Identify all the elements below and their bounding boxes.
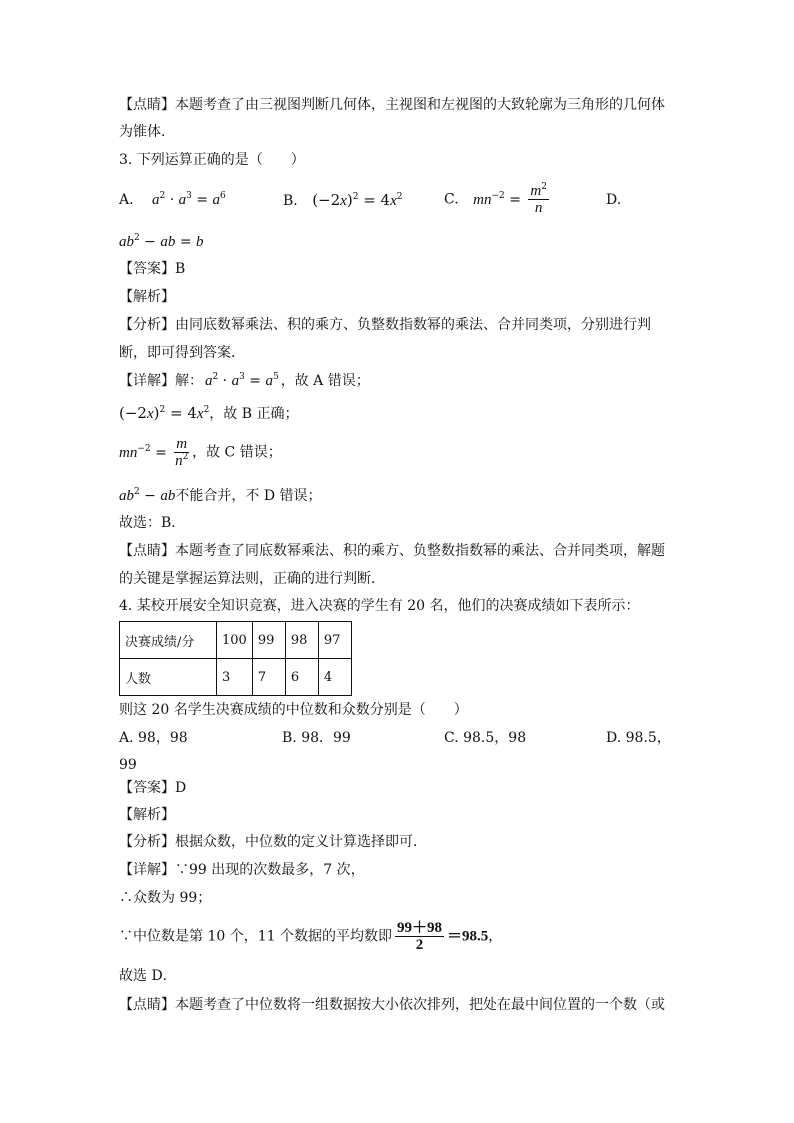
q4-option-b: B. 98．99	[282, 730, 351, 746]
table-cell: 99	[252, 622, 285, 659]
table-cell: 3	[217, 659, 253, 696]
q4-option-d: D. 98.5，	[606, 730, 671, 746]
q3-option-a: A. $a^2 \cdot a^3 = a^6$	[119, 191, 226, 208]
q4-dianjing-line1: 【点睛】本题考查了中位数将一组数据按大小依次排列，把处在最中间位置的一个数（或	[119, 997, 665, 1013]
q3-option-a-formula: $a^2 \cdot a^3 = a^6$	[152, 191, 226, 208]
q3-fenxi-line1: 【分析】由同底数幂乘法、积的乘方、负整数指数幂的乘法、合并同类项，分别进行判	[119, 317, 651, 333]
q4-option-a: A. 98，98	[119, 730, 188, 746]
table-cell: 决赛成绩/分	[120, 622, 217, 659]
q2-dianjing-line2: 为锥体．	[119, 124, 175, 140]
table-cell: 人数	[120, 659, 217, 696]
table-cell: 4	[318, 659, 351, 696]
q4-answer: 【答案】D	[119, 780, 187, 796]
q3-option-b-formula: $(-2x)^2 = 4x^2$	[312, 191, 403, 209]
q4-option-c: C. 98.5，98	[444, 730, 527, 746]
q4-question: 则这 20 名学生决赛成绩的中位数和众数分别是（ ）	[119, 702, 468, 718]
q3-xiangjie-step3: $mn^{-2}$ = $\frac{m}{n^2}$ ，故 C 错误；	[119, 436, 282, 469]
step2-formula: $(-2x)^2 = 4x^2$	[119, 404, 210, 422]
median-fraction: $\frac{99+98}{2}$	[396, 920, 442, 953]
table-row	[120, 622, 352, 659]
q4-stem: 4. 某校开展安全知识竞赛，进入决赛的学生有 20 名，他们的决赛成绩如下表所示：	[119, 598, 640, 614]
q3-option-c: C. $mn^{-2}$ = $\frac{m^2}{n}$	[444, 183, 552, 216]
step4-formula: $ab^2$ − ab	[119, 487, 176, 504]
table-row	[120, 659, 352, 696]
q4-conclusion: 故选 D．	[119, 968, 177, 984]
q3-option-d-formula: $ab^2$ − ab = b	[119, 233, 204, 250]
q4-xiangjie: 【详解】∵99 出现的次数最多，7 次，	[119, 862, 365, 878]
q3-stem: 3. 下列运算正确的是（ ）	[119, 152, 305, 168]
q4-median-line: ∵中位数是第 10 个，11 个数据的平均数即 $\frac{99+98}{2}$ ＝98.5，	[119, 920, 503, 953]
q3-xiangjie-step1: 【详解】解： $a^2 \cdot a^3 = a^5$ ，故 A 错误；	[119, 372, 370, 389]
table-cell: 98	[285, 622, 318, 659]
table-cell: 100	[217, 622, 253, 659]
q4-fenxi: 【分析】根据众数，中位数的定义计算选择即可．	[119, 834, 427, 850]
q2-dianjing-line1: 【点睛】本题考查了由三视图判断几何体，主视图和左视图的大致轮廓为三角形的几何体	[119, 97, 665, 113]
q3-xiangjie-step2: $(-2x)^2 = 4x^2$，故 B 正确；	[119, 404, 299, 422]
step3-formula: $mn^{-2}$ = $\frac{m}{n^2}$	[119, 436, 189, 469]
q3-dianjing-line2: 的关键是掌握运算法则，正确的进行判断．	[119, 571, 385, 587]
q4-mode-line: ∴众数为 99；	[119, 890, 212, 906]
table-cell: 97	[318, 622, 351, 659]
score-table	[119, 621, 352, 696]
q3-dianjing-line1: 【点睛】本题考查了同底数幂乘法、积的乘方、负整数指数幂的乘法、合并同类项，解题	[119, 543, 665, 559]
q2-dianjing-tag: 【点睛】	[119, 97, 175, 113]
q3-fenxi-line2: 断，即可得到答案．	[119, 345, 245, 361]
q4-option-d-cont: 99	[119, 757, 137, 773]
q3-jiexi: 【解析】	[119, 289, 175, 305]
table-cell: 6	[285, 659, 318, 696]
q3-answer: 【答案】B	[119, 261, 186, 277]
step1-formula: $a^2 \cdot a^3 = a^5$	[205, 372, 279, 389]
q3-option-b: B. $(-2x)^2 = 4x^2$	[283, 191, 403, 209]
q3-xiangjie-step4: $ab^2$ − ab不能合并，不 D 错误；	[119, 487, 322, 504]
q3-option-c-formula: $mn^{-2}$ = $\frac{m^2}{n}$	[473, 182, 547, 216]
table-cell: 7	[252, 659, 285, 696]
q4-jiexi: 【解析】	[119, 807, 175, 823]
q3-conclusion: 故选：B．	[119, 515, 186, 531]
q3-option-d: D.	[606, 192, 622, 208]
